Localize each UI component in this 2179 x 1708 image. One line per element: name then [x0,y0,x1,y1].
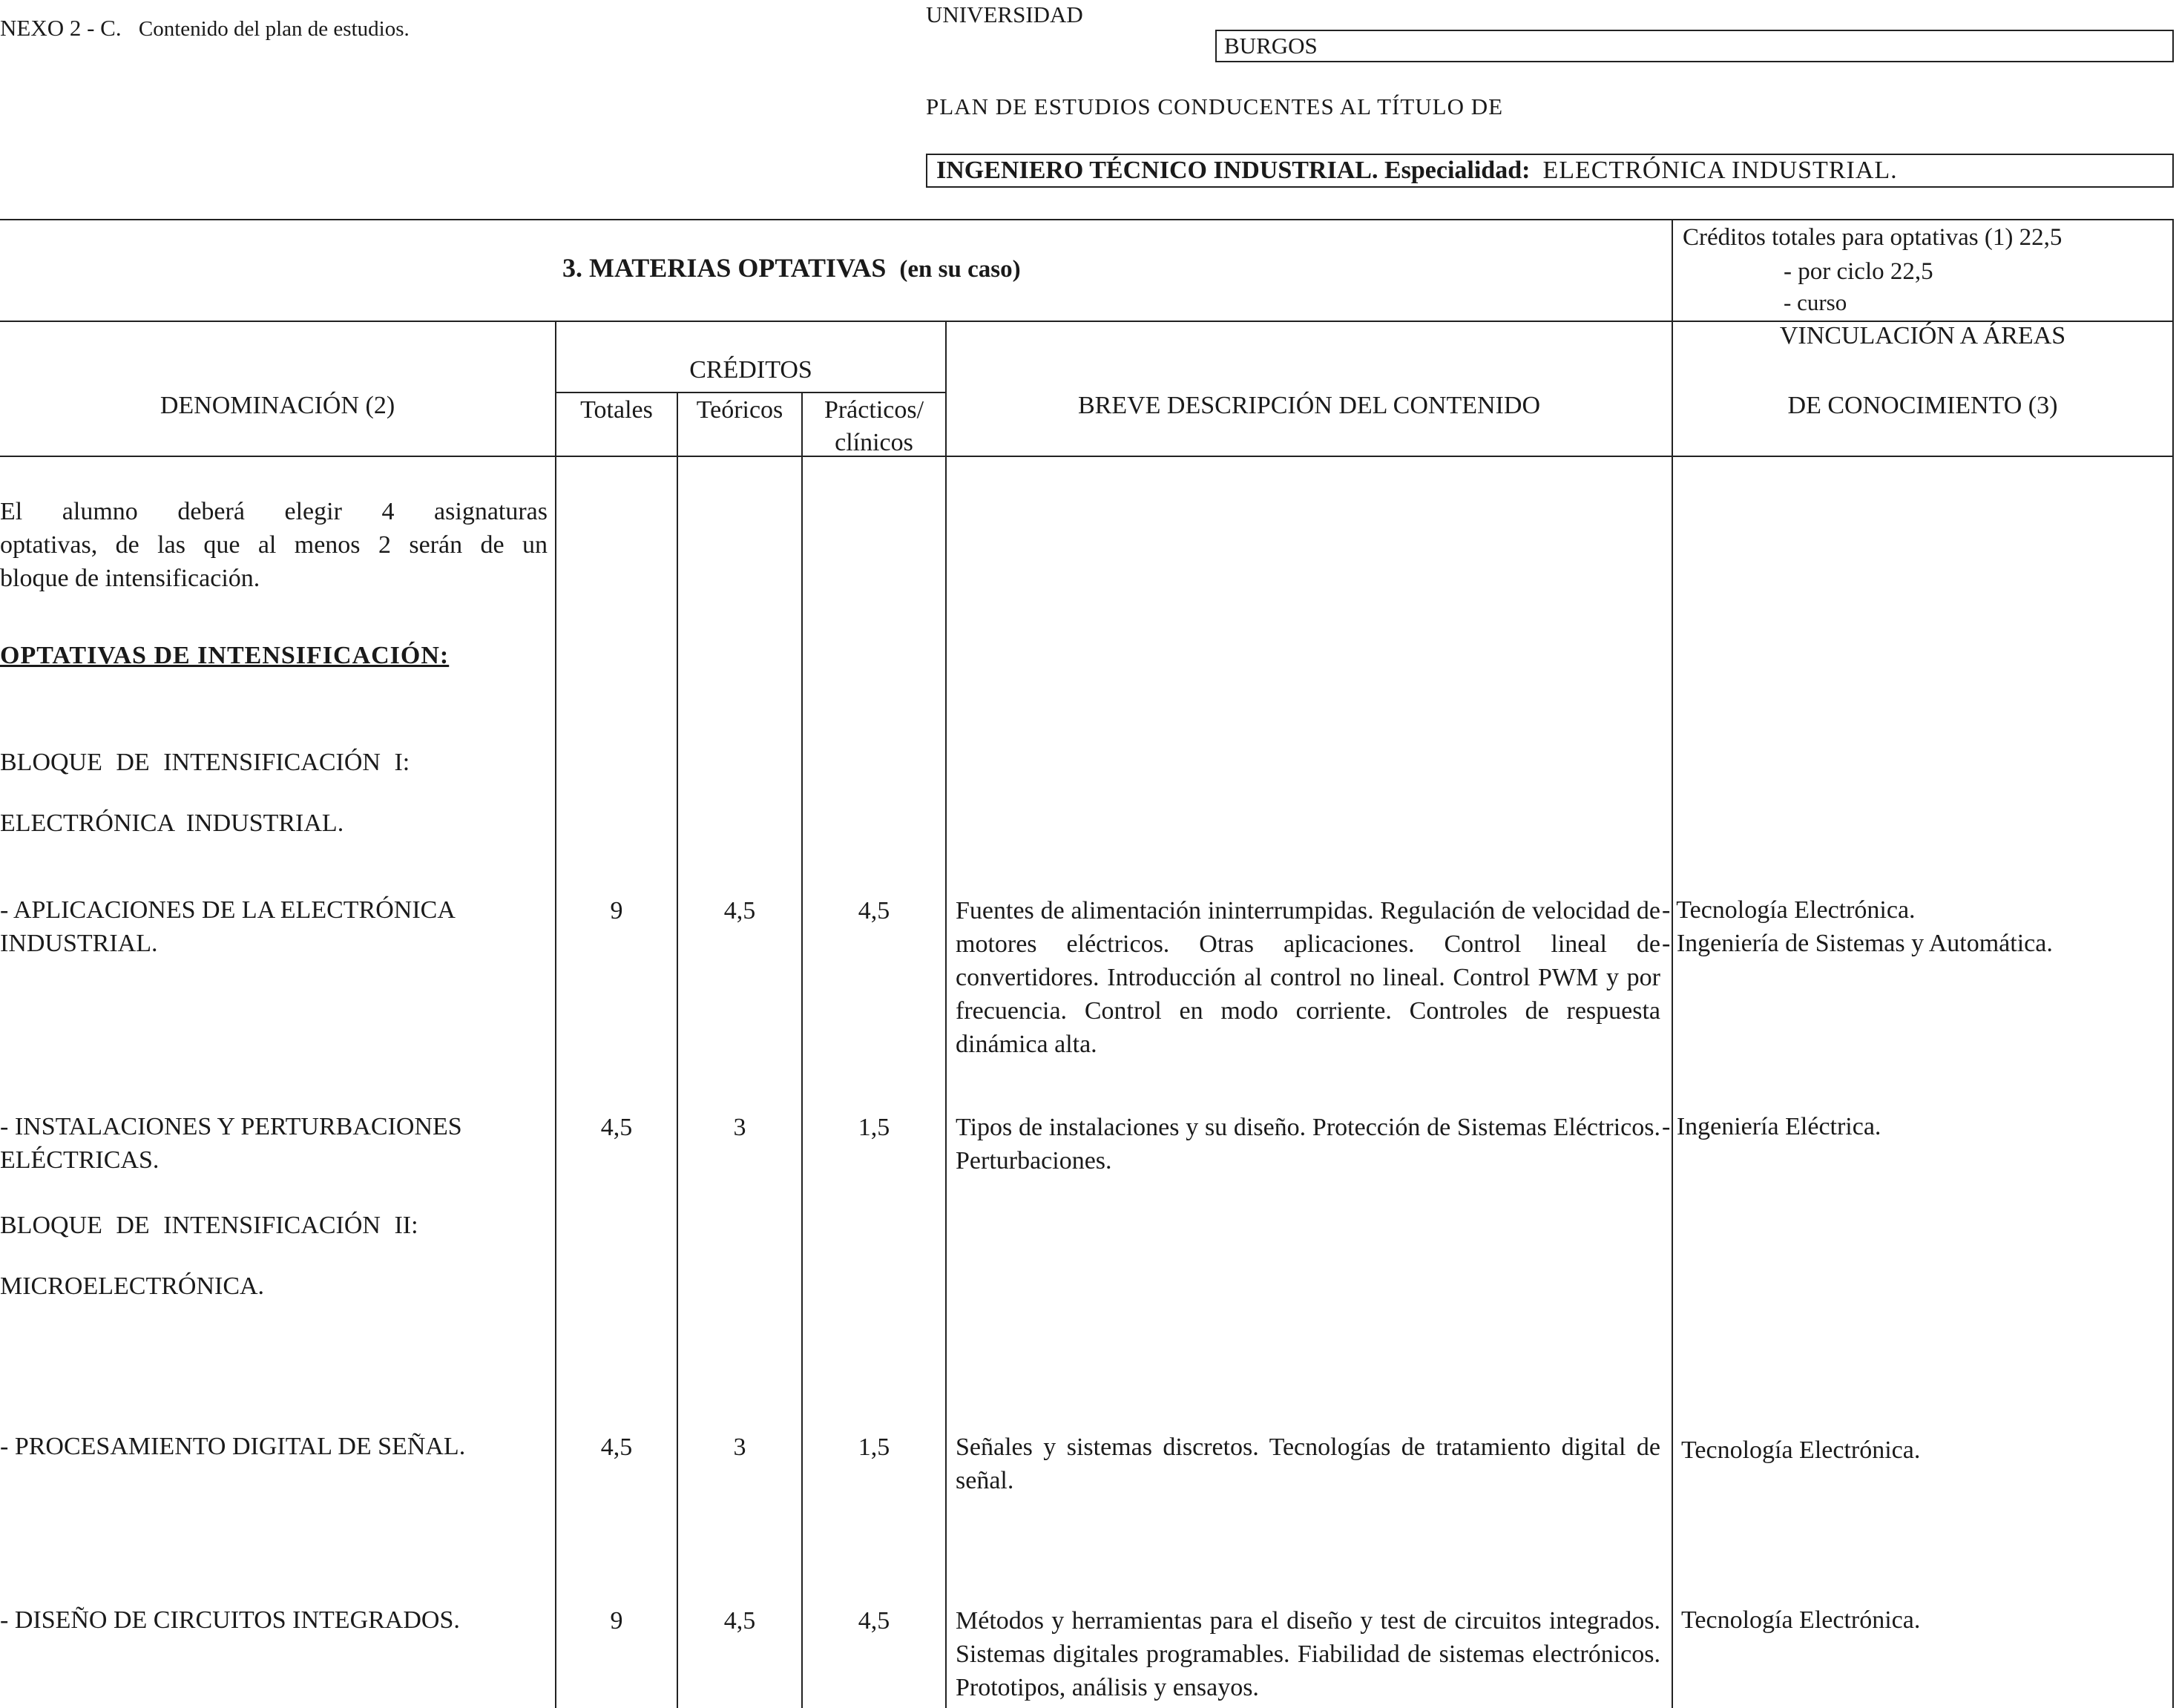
intro-line-3: bloque de intensificación. [0,565,260,592]
row-1-teoricos: 4,5 [723,897,756,924]
header-descripcion: BREVE DESCRIPCIÓN DEL CONTENIDO [1077,392,1540,419]
col-divider-totales [677,392,678,1708]
row-2-totales: 4,5 [600,1114,633,1141]
row-1-descripcion: Fuentes de alimentación ininterrumpidas. Regulación de velocidad de motores eléctricos. Otras aplicaciones. Control lineal de convertidores. Introducción al control no lineal. Control PWM y por frecuencia. Control en modo corriente. Controles de respuesta dinámica alta. [956,897,1660,1058]
row-1-name-2: INDUSTRIAL. [0,930,158,957]
section-title-note: (en su caso) [899,256,1021,283]
row-4-practicos: 4,5 [858,1607,890,1635]
header-vinculacion-2: DE CONOCIMIENTO (3) [1787,392,2058,419]
row-4-teoricos: 4,5 [723,1607,756,1635]
intensificacion-heading: OPTATIVAS DE INTENSIFICACIÓN: [0,642,450,669]
row-1-totales: 9 [610,897,623,924]
row-2-practicos: 1,5 [858,1114,890,1141]
col-divider-name [555,321,556,1708]
header-teoricos: Teóricos [696,396,783,424]
intro-line-1: El alumno deberá elegir 4 asignaturas [0,498,548,525]
bloque-2-title: BLOQUE DE INTENSIFICACIÓN II: [0,1212,418,1239]
row-3-totales: 4,5 [600,1433,633,1461]
row-4-name-1: - DISEÑO DE CIRCUITOS INTEGRADOS. [0,1606,460,1634]
row-2-area-1: - Ingeniería Eléctrica. [1662,1113,1881,1140]
row-2-descripcion: Tipos de instalaciones y su diseño. Protección de Sistemas Eléctricos. Perturbaciones. [956,1114,1660,1175]
degree-title [936,157,1898,185]
header-clinicos: clínicos [835,429,913,456]
col-divider-areas [1672,219,1673,1708]
header-totales: Totales [580,396,653,424]
credits-total: Créditos totales para optativas (1) 22,5 [1683,224,2063,251]
row-3-descripcion: Señales y sistemas discretos. Tecnologías de tratamiento digital de señal. [956,1433,1660,1494]
table-right-border [2172,219,2174,1708]
row-1-area-1: - Tecnología Electrónica. [1662,896,1916,924]
row-3-practicos: 1,5 [858,1433,890,1461]
degree-title-field [926,154,2174,188]
row-4-area-1: Tecnología Electrónica. [1681,1606,1921,1634]
annex-label [0,15,410,42]
credits-course: - curso [1784,289,1847,315]
section-title-main: 3. MATERIAS OPTATIVAS [562,253,887,283]
row-2-teoricos: 3 [733,1114,746,1141]
bloque-1-name: ELECTRÓNICA INDUSTRIAL. [0,809,344,837]
row-3-name-1: - PROCESAMIENTO DIGITAL DE SEÑAL. [0,1433,466,1460]
table-top-border [0,219,2174,220]
row-2-name-1: - INSTALACIONES Y PERTURBACIONES [0,1113,462,1140]
credits-cycle: - por ciclo 22,5 [1784,258,1933,285]
header-vinculacion-1: VINCULACIÓN A ÁREAS [1779,322,2066,349]
row-2-name-2: ELÉCTRICAS. [0,1146,160,1174]
intro-line-2: optativas, de las que al menos 2 serán de un [0,531,548,559]
header-denominacion: DENOMINACIÓN (2) [160,392,395,419]
col-divider-teoricos [801,392,803,1708]
annex-description: Contenido del plan de estudios. [138,17,410,41]
university-field [1215,30,2174,62]
column-header-bottom [0,456,2174,457]
row-4-descripcion: Métodos y herramientas para el diseño y test de circuitos integrados. Sistemas digitales programables. Fiabilidad de sistemas electrónicos. Prototipos, análisis y ensayos. [956,1607,1660,1701]
university-label: UNIVERSIDAD [926,1,1083,27]
degree-title-main: INGENIERO TÉCNICO INDUSTRIAL. Especialidad: [936,157,1531,184]
plan-label: PLAN DE ESTUDIOS CONDUCENTES AL TÍTULO DE [926,93,1504,119]
col-divider-practicos [945,321,947,1708]
row-1-name-1: - APLICACIONES DE LA ELECTRÓNICA [0,896,456,924]
row-1-practicos: 4,5 [858,897,890,924]
bloque-1-title: BLOQUE DE INTENSIFICACIÓN I: [0,749,410,776]
section-title [562,252,1021,283]
university-value: BURGOS [1224,33,1318,59]
annex-number: NEXO 2 - C. [0,15,122,41]
row-1-area-2: - Ingeniería de Sistemas y Automática. [1662,930,2053,957]
header-practicos: Prácticos/ [824,396,924,424]
row-3-teoricos: 3 [733,1433,746,1461]
row-3-area-1: Tecnología Electrónica. [1681,1436,1921,1464]
bloque-2-name: MICROELECTRÓNICA. [0,1272,265,1300]
row-4-totales: 9 [610,1607,623,1635]
degree-title-specialty: ELECTRÓNICA INDUSTRIAL. [1542,157,1898,184]
header-creditos: CRÉDITOS [689,356,812,384]
